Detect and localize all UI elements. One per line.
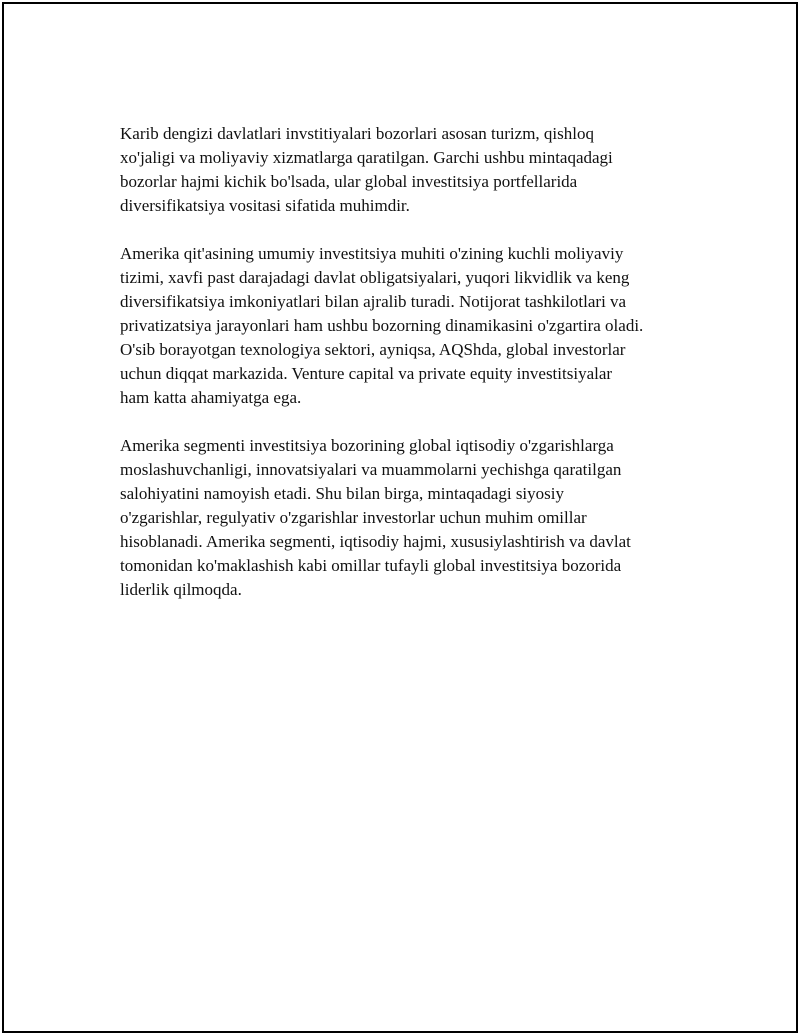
paragraph-2 xyxy=(120,242,700,410)
text-line: salohiyatini namoyish etadi. Shu bilan birga, mintaqadagi siyosiy xyxy=(120,484,564,503)
text-line: ham katta ahamiyatga ega. xyxy=(120,388,302,407)
text-line: uchun diqqat markazida. Venture capital va private equity investitsiyalar xyxy=(120,364,613,383)
text-line: bozorlar hajmi kichik bo'lsada, ular global investitsiya portfellarida xyxy=(120,172,578,191)
text-line: tizimi, xavfi past darajadagi davlat obligatsiyalari, yuqori likvidlik va keng xyxy=(120,268,630,287)
text-line: liderlik qilmoqda. xyxy=(120,580,242,599)
text-line: tomonidan ko'maklashish kabi omillar tufayli global investitsiya bozorida xyxy=(120,556,622,575)
text-line: Amerika segmenti investitsiya bozorining global iqtisodiy o'zgarishlarga xyxy=(120,436,614,455)
text-line: hisoblanadi. Amerika segmenti, iqtisodiy hajmi, xususiylashtirish va davlat xyxy=(120,532,631,551)
text-line: diversifikatsiya vositasi sifatida muhimdir. xyxy=(120,196,410,215)
text-line: Karib dengizi davlatlari invstitiyalari bozorlari asosan turizm, qishloq xyxy=(120,124,594,143)
paragraph-1 xyxy=(120,122,700,218)
page-frame xyxy=(2,2,798,1033)
text-line: diversifikatsiya imkoniyatlari bilan ajralib turadi. Notijorat tashkilotlari va xyxy=(120,292,627,311)
text-line: Amerika qit'asining umumiy investitsiya muhiti o'zining kuchli moliyaviy xyxy=(120,244,624,263)
text-line: xo'jaligi va moliyaviy xizmatlarga qaratilgan. Garchi ushbu mintaqadagi xyxy=(120,148,613,167)
document-body xyxy=(120,122,700,626)
paragraph-3 xyxy=(120,434,700,602)
text-line: o'zgarishlar, regulyativ o'zgarishlar investorlar uchun muhim omillar xyxy=(120,508,587,527)
text-line: privatizatsiya jarayonlari ham ushbu bozorning dinamikasini o'zgartira oladi. xyxy=(120,316,644,335)
text-line: O'sib borayotgan texnologiya sektori, ayniqsa, AQShda, global investorlar xyxy=(120,340,626,359)
text-line: moslashuvchanligi, innovatsiyalari va muammolarni yechishga qaratilgan xyxy=(120,460,622,479)
